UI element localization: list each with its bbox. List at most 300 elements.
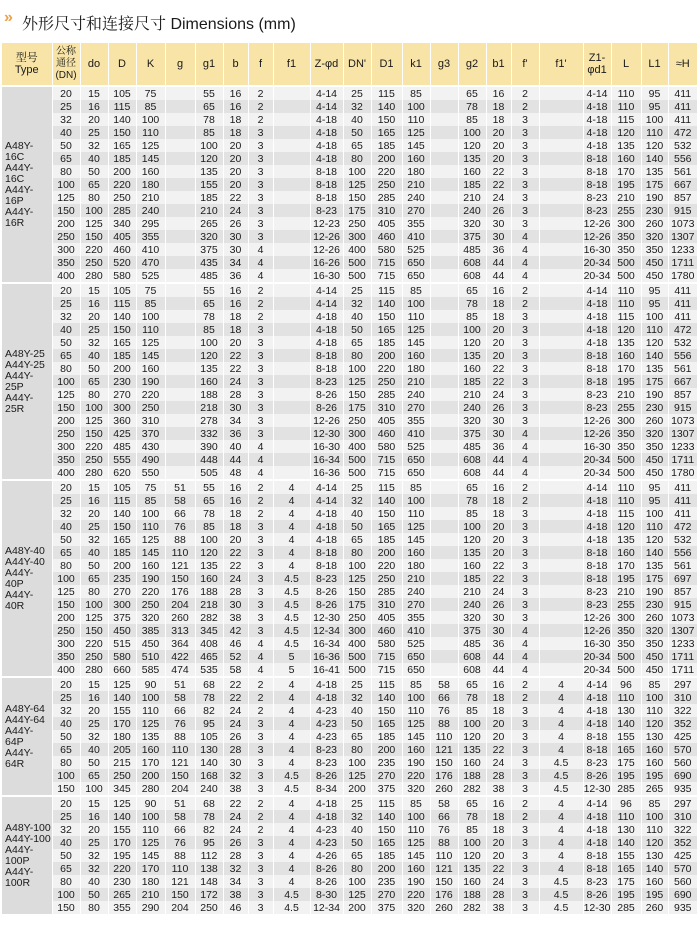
data-cell: 34 [223, 875, 248, 888]
data-cell: 50 [343, 717, 371, 730]
data-cell [273, 310, 310, 323]
data-cell: 105 [108, 480, 136, 494]
data-cell [539, 139, 583, 152]
data-cell: 145 [136, 849, 165, 862]
data-cell: 135 [195, 165, 223, 178]
data-cell: 88 [165, 730, 195, 743]
data-cell: 4 [511, 230, 539, 243]
data-cell: 250 [371, 375, 402, 388]
data-cell [430, 480, 458, 494]
data-cell: 2 [511, 691, 539, 704]
data-cell: 16-34 [310, 453, 343, 466]
table-row [2, 204, 698, 217]
data-cell: 2 [511, 86, 539, 100]
table-row [2, 810, 698, 823]
data-cell: 411 [668, 113, 698, 126]
data-cell: 240 [402, 191, 430, 204]
data-cell: 210 [136, 191, 165, 204]
data-cell: 12-26 [583, 624, 611, 637]
data-cell [273, 375, 310, 388]
data-cell: 22 [486, 178, 511, 191]
data-cell: 4.5 [539, 782, 583, 796]
data-cell: 50 [80, 165, 108, 178]
data-cell: 4-18 [310, 336, 343, 349]
data-cell: 100 [80, 204, 108, 217]
data-cell: 1233 [668, 637, 698, 650]
data-cell: 85 [402, 480, 430, 494]
data-cell: 180 [402, 165, 430, 178]
data-cell: 4 [539, 743, 583, 756]
data-cell: 25 [343, 796, 371, 810]
data-cell: 3 [248, 717, 273, 730]
data-cell: 3 [511, 388, 539, 401]
data-cell: 4 [248, 269, 273, 283]
data-cell: 150 [52, 901, 80, 914]
data-cell: 3 [248, 743, 273, 756]
data-cell: 22 [486, 362, 511, 375]
data-cell: 200 [371, 743, 402, 756]
data-cell: 110 [136, 520, 165, 533]
data-cell [539, 520, 583, 533]
data-cell: 190 [402, 756, 430, 769]
data-cell [539, 440, 583, 453]
data-cell: 110 [611, 494, 641, 507]
table-row [2, 283, 698, 297]
data-cell: 190 [136, 572, 165, 585]
data-cell [430, 204, 458, 217]
data-cell [539, 624, 583, 637]
data-cell: 472 [668, 520, 698, 533]
data-cell: 300 [52, 637, 80, 650]
data-cell: 100 [136, 113, 165, 126]
data-cell [165, 113, 195, 126]
data-cell [430, 637, 458, 650]
data-cell: 3 [511, 611, 539, 624]
data-cell [165, 230, 195, 243]
data-cell: 3 [248, 204, 273, 217]
data-cell: 40 [80, 349, 108, 362]
data-cell: 150 [165, 572, 195, 585]
data-cell: 100 [343, 362, 371, 375]
data-cell: 650 [402, 466, 430, 480]
data-cell: 210 [195, 204, 223, 217]
table-row [2, 414, 698, 427]
data-cell: 270 [108, 585, 136, 598]
data-cell: 38 [486, 782, 511, 796]
data-cell: 915 [668, 598, 698, 611]
data-cell: 4 [511, 650, 539, 663]
data-cell [165, 414, 195, 427]
data-cell: 4-14 [310, 86, 343, 100]
data-cell: 4-18 [583, 836, 611, 849]
data-cell: 185 [458, 572, 486, 585]
data-cell: 22 [486, 165, 511, 178]
data-cell: 608 [458, 269, 486, 283]
data-cell: 165 [108, 336, 136, 349]
data-cell: 270 [402, 401, 430, 414]
data-cell: 155 [108, 704, 136, 717]
data-cell: 3 [511, 546, 539, 559]
table-row [2, 677, 698, 691]
data-cell: 345 [108, 782, 136, 796]
data-cell: 58 [165, 691, 195, 704]
data-cell: 4.5 [273, 769, 310, 782]
data-cell: 320 [641, 230, 668, 243]
data-cell: 280 [80, 663, 108, 677]
data-cell: 3 [511, 507, 539, 520]
data-cell: 18 [223, 520, 248, 533]
data-cell: 448 [195, 453, 223, 466]
data-cell: 140 [611, 717, 641, 730]
data-cell: 125 [343, 888, 371, 901]
data-cell: 8-23 [583, 598, 611, 611]
data-cell [539, 217, 583, 230]
data-cell: 12-26 [583, 611, 611, 624]
table-row [2, 611, 698, 624]
data-cell: 40 [343, 704, 371, 717]
data-cell: 20 [486, 139, 511, 152]
data-cell: 520 [108, 256, 136, 269]
data-cell: 25 [80, 717, 108, 730]
data-cell: 411 [668, 494, 698, 507]
data-cell: 125 [402, 323, 430, 336]
data-cell: 95 [641, 494, 668, 507]
table-row [2, 494, 698, 507]
data-cell: 32 [52, 310, 80, 323]
data-cell: 360 [108, 414, 136, 427]
data-cell: 20 [486, 836, 511, 849]
data-cell: 2 [248, 494, 273, 507]
data-cell: 12-30 [310, 611, 343, 624]
data-cell: 297 [668, 796, 698, 810]
data-cell: 82 [195, 823, 223, 836]
data-cell: 150 [80, 230, 108, 243]
data-cell [273, 453, 310, 466]
data-cell: 200 [108, 559, 136, 572]
data-cell: 915 [668, 401, 698, 414]
data-cell: 355 [402, 611, 430, 624]
data-cell: 120 [611, 126, 641, 139]
data-cell [539, 269, 583, 283]
table-row [2, 388, 698, 401]
header-K: K [136, 43, 165, 86]
data-cell: 22 [223, 362, 248, 375]
data-cell: 2 [248, 507, 273, 520]
data-cell: 78 [195, 507, 223, 520]
data-cell: 4 [273, 823, 310, 836]
data-cell: 500 [343, 663, 371, 677]
data-cell: 3 [511, 572, 539, 585]
data-cell: 857 [668, 191, 698, 204]
data-cell: 50 [52, 336, 80, 349]
data-cell: 2 [248, 310, 273, 323]
table-row [2, 691, 698, 704]
data-cell: 310 [371, 598, 402, 611]
table-row [2, 663, 698, 677]
data-cell: 85 [458, 704, 486, 717]
data-cell: 20 [223, 533, 248, 546]
data-cell: 355 [402, 414, 430, 427]
data-cell [273, 349, 310, 362]
data-cell: 4-18 [310, 323, 343, 336]
data-cell [539, 401, 583, 414]
data-cell: 250 [343, 217, 371, 230]
data-cell: 285 [371, 388, 402, 401]
data-cell: 26 [486, 598, 511, 611]
data-cell: 4 [511, 427, 539, 440]
table-row [2, 217, 698, 230]
data-cell: 100 [458, 126, 486, 139]
data-cell: 120 [611, 323, 641, 336]
data-cell: 85 [458, 310, 486, 323]
data-cell [430, 178, 458, 191]
data-cell: 16 [486, 86, 511, 100]
data-cell: 135 [641, 362, 668, 375]
data-cell: 18 [223, 310, 248, 323]
data-cell: 8-23 [583, 191, 611, 204]
type-label: A44Y-16R [5, 205, 34, 229]
data-cell: 210 [458, 585, 486, 598]
data-cell: 465 [195, 650, 223, 663]
data-cell: 470 [136, 256, 165, 269]
data-cell: 65 [458, 283, 486, 297]
data-cell: 4-18 [583, 139, 611, 152]
data-cell: 65 [52, 546, 80, 559]
data-cell: 125 [343, 769, 371, 782]
data-cell: 3 [248, 126, 273, 139]
data-cell: 115 [371, 677, 402, 691]
data-cell: 38 [223, 611, 248, 624]
data-cell: 450 [641, 663, 668, 677]
data-cell: 16-34 [310, 637, 343, 650]
data-cell: 265 [195, 217, 223, 230]
data-cell: 30 [486, 624, 511, 637]
table-row [2, 165, 698, 178]
data-cell: 320 [641, 624, 668, 637]
data-cell: 4-23 [310, 717, 343, 730]
data-cell: 3 [511, 336, 539, 349]
data-cell: 3 [511, 598, 539, 611]
data-cell: 170 [611, 165, 641, 178]
data-cell: 58 [223, 663, 248, 677]
data-cell: 95 [195, 717, 223, 730]
data-cell: 148 [195, 875, 223, 888]
data-cell: 25 [52, 297, 80, 310]
data-cell: 310 [668, 810, 698, 823]
data-cell: 4 [273, 494, 310, 507]
data-cell: 125 [80, 611, 108, 624]
data-cell [430, 243, 458, 256]
data-cell: 195 [611, 572, 641, 585]
data-cell: 20 [223, 336, 248, 349]
data-cell: 8-30 [310, 888, 343, 901]
table-row [2, 650, 698, 663]
data-cell [430, 650, 458, 663]
data-cell: 3 [248, 139, 273, 152]
data-cell: 300 [611, 414, 641, 427]
data-cell: 200 [136, 769, 165, 782]
data-cell: 12-26 [310, 230, 343, 243]
data-cell: 160 [136, 165, 165, 178]
data-cell [273, 388, 310, 401]
data-cell: 24 [486, 875, 511, 888]
table-header [2, 43, 698, 86]
data-cell: 2 [511, 100, 539, 113]
data-cell: 285 [611, 782, 641, 796]
data-cell: 697 [668, 572, 698, 585]
data-cell: 290 [136, 901, 165, 914]
data-cell: 125 [136, 717, 165, 730]
data-cell: 20 [486, 533, 511, 546]
data-cell: 20 [80, 823, 108, 836]
data-cell [539, 414, 583, 427]
data-cell: 20 [486, 546, 511, 559]
data-cell: 110 [641, 323, 668, 336]
data-cell: 3 [248, 888, 273, 901]
data-cell: 100 [641, 507, 668, 520]
data-cell: 280 [80, 269, 108, 283]
data-cell: 20 [52, 283, 80, 297]
data-cell: 4 [248, 243, 273, 256]
data-cell: 4.5 [273, 611, 310, 624]
data-cell: 525 [136, 269, 165, 283]
data-cell: 4-18 [583, 717, 611, 730]
data-cell: 8-26 [583, 888, 611, 901]
data-cell: 20 [486, 730, 511, 743]
data-cell: 3 [511, 875, 539, 888]
data-cell: 135 [195, 362, 223, 375]
data-cell: 4 [539, 704, 583, 717]
data-cell: 18 [223, 113, 248, 126]
data-cell: 110 [136, 126, 165, 139]
data-cell: 218 [195, 598, 223, 611]
data-cell: 165 [371, 836, 402, 849]
data-cell: 8-18 [583, 546, 611, 559]
data-cell: 505 [195, 466, 223, 480]
data-cell: 76 [165, 520, 195, 533]
header-g3: g3 [430, 43, 458, 86]
data-cell: 3 [511, 165, 539, 178]
data-cell: 140 [108, 113, 136, 126]
data-cell: 80 [80, 191, 108, 204]
data-cell: 140 [371, 100, 402, 113]
header-d0: do [80, 43, 108, 86]
data-cell: 120 [458, 336, 486, 349]
data-cell: 210 [402, 572, 430, 585]
data-cell: 3 [511, 756, 539, 769]
data-cell: 20 [52, 796, 80, 810]
data-cell: 8-18 [310, 191, 343, 204]
data-cell: 400 [52, 466, 80, 480]
data-cell: 608 [458, 256, 486, 269]
data-cell: 125 [52, 191, 80, 204]
data-cell: 25 [343, 86, 371, 100]
data-cell: 260 [641, 217, 668, 230]
table-row [2, 836, 698, 849]
data-cell: 150 [108, 323, 136, 336]
data-cell: 4 [248, 453, 273, 466]
data-cell [430, 414, 458, 427]
data-cell: 65 [80, 375, 108, 388]
data-cell: 204 [165, 598, 195, 611]
header-D: D [108, 43, 136, 86]
data-cell [273, 256, 310, 269]
data-cell: 18 [486, 704, 511, 717]
data-cell [165, 86, 195, 100]
type-cell [2, 796, 52, 914]
data-cell: 4-18 [583, 494, 611, 507]
data-cell: 435 [195, 256, 223, 269]
data-cell: 2 [248, 100, 273, 113]
data-cell: 36 [223, 269, 248, 283]
data-cell: 300 [52, 243, 80, 256]
data-cell: 280 [80, 466, 108, 480]
data-cell: 240 [458, 401, 486, 414]
data-cell [539, 611, 583, 624]
data-cell: 4.5 [539, 875, 583, 888]
data-cell: 200 [52, 611, 80, 624]
data-cell: 220 [80, 243, 108, 256]
data-cell: 80 [80, 901, 108, 914]
data-cell: 2 [248, 480, 273, 494]
data-cell: 250 [136, 598, 165, 611]
data-cell: 36 [486, 637, 511, 650]
data-cell: 40 [52, 323, 80, 336]
data-cell: 200 [371, 546, 402, 559]
data-cell: 8-18 [583, 730, 611, 743]
data-cell: 20 [486, 717, 511, 730]
data-cell: 78 [458, 810, 486, 823]
data-cell: 16 [223, 283, 248, 297]
data-cell [430, 585, 458, 598]
data-cell: 20 [52, 677, 80, 691]
data-cell [539, 663, 583, 677]
data-cell: 561 [668, 165, 698, 178]
data-cell: 550 [136, 466, 165, 480]
data-cell: 30 [486, 230, 511, 243]
data-cell: 85 [402, 677, 430, 691]
data-cell: 1780 [668, 269, 698, 283]
data-cell: 115 [611, 113, 641, 126]
table-row [2, 559, 698, 572]
data-cell: 4-18 [583, 297, 611, 310]
data-cell: 195 [611, 888, 641, 901]
data-cell: 110 [165, 862, 195, 875]
data-cell: 3 [511, 126, 539, 139]
data-cell: 570 [668, 743, 698, 756]
data-cell: 411 [668, 86, 698, 100]
data-cell: 4 [539, 823, 583, 836]
data-cell [273, 86, 310, 100]
data-cell: 4.5 [273, 888, 310, 901]
data-cell: 280 [136, 782, 165, 796]
data-cell: 12-30 [583, 782, 611, 795]
data-cell: 16 [486, 796, 511, 810]
data-cell [273, 178, 310, 191]
data-cell: 532 [668, 533, 698, 546]
data-cell: 185 [371, 139, 402, 152]
data-cell: 20 [486, 323, 511, 336]
data-cell [165, 269, 195, 283]
data-cell: 220 [136, 585, 165, 598]
data-cell: 4 [273, 875, 310, 888]
data-cell: 125 [402, 126, 430, 139]
data-cell: 32 [223, 769, 248, 782]
data-cell: 121 [165, 559, 195, 572]
data-cell: 25 [80, 520, 108, 533]
data-cell: 1711 [668, 663, 698, 677]
table-row [2, 349, 698, 362]
